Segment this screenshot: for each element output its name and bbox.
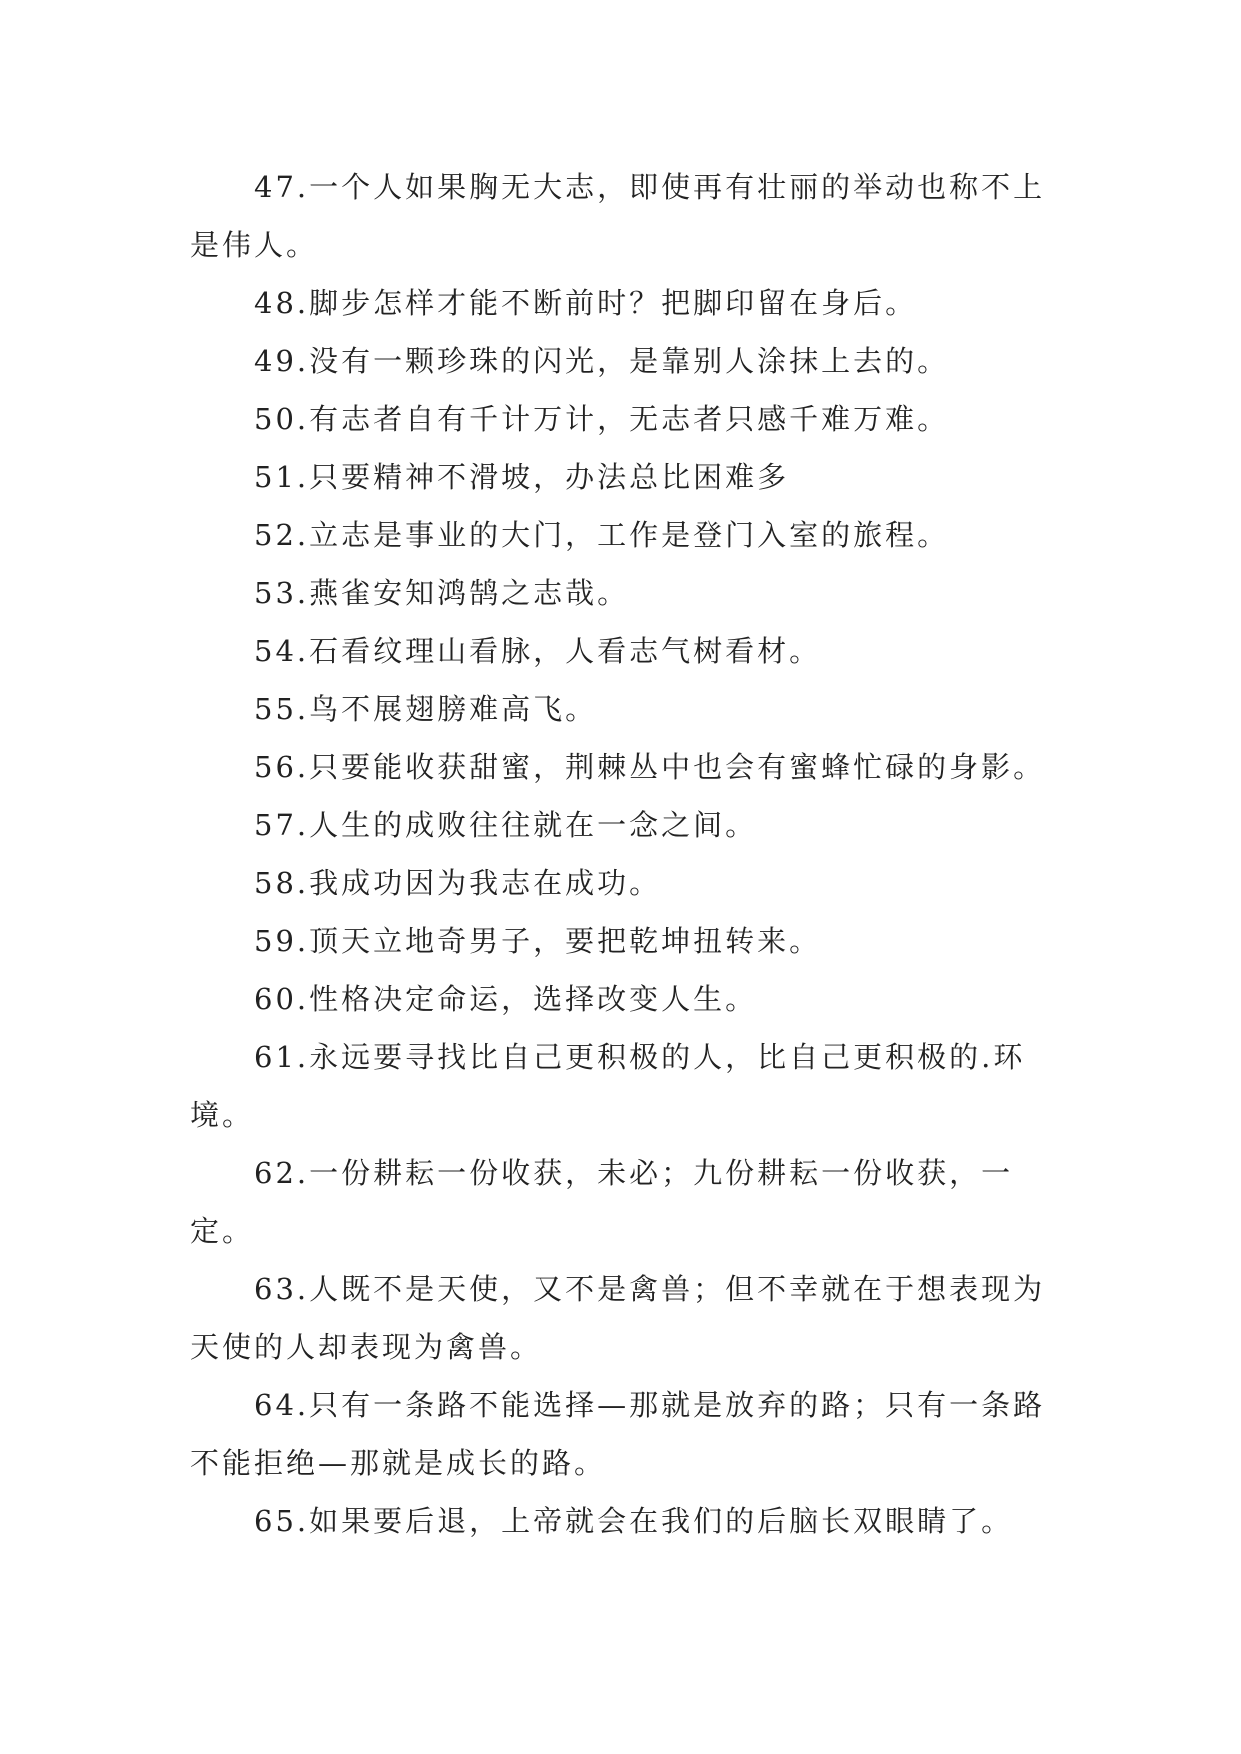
quote-list [190,158,1050,1550]
quote-item-51: 51.只要精神不滑坡，办法总比困难多 [254,460,790,494]
quote-item-60: 60.性格决定命运，选择改变人生。 [254,982,758,1016]
quote-item-62: 62.一份耕耘一份收获，未必；九份耕耘一份收获，一定。 [190,1156,1014,1248]
quote-item-47: 47.一个人如果胸无大志，即使再有壮丽的举动也称不上是伟人。 [190,170,1046,262]
quote-item-58: 58.我成功因为我志在成功。 [254,866,662,900]
quote-item-65: 65.如果要后退，上帝就会在我们的后脑长双眼睛了。 [254,1504,1014,1538]
quote-item-63: 63.人既不是天使，又不是禽兽；但不幸就在于想表现为天使的人却表现为禽兽。 [190,1272,1046,1364]
quote-item-50: 50.有志者自有千计万计，无志者只感千难万难。 [254,402,950,436]
quote-item-53: 53.燕雀安知鸿鹄之志哉。 [254,576,630,610]
quote-item-48: 48.脚步怎样才能不断前时？把脚印留在身后。 [254,286,918,320]
quote-item-59: 59.顶天立地奇男子，要把乾坤扭转来。 [254,924,822,958]
quote-item-49: 49.没有一颗珍珠的闪光，是靠别人涂抹上去的。 [254,344,950,378]
quote-item-57: 57.人生的成败往往就在一念之间。 [254,808,758,842]
quote-item-54: 54.石看纹理山看脉，人看志气树看材。 [254,634,822,668]
quote-item-55: 55.鸟不展翅膀难高飞。 [254,692,598,726]
quote-item-61: 61.永远要寻找比自己更积极的人，比自己更积极的.环境。 [190,1040,1026,1132]
quote-item-52: 52.立志是事业的大门，工作是登门入室的旅程。 [254,518,950,552]
quote-item-64: 64.只有一条路不能选择—那就是放弃的路；只有一条路不能拒绝—那就是成长的路。 [190,1388,1046,1480]
quote-item-56: 56.只要能收获甜蜜，荆棘丛中也会有蜜蜂忙碌的身影。 [254,750,1046,784]
